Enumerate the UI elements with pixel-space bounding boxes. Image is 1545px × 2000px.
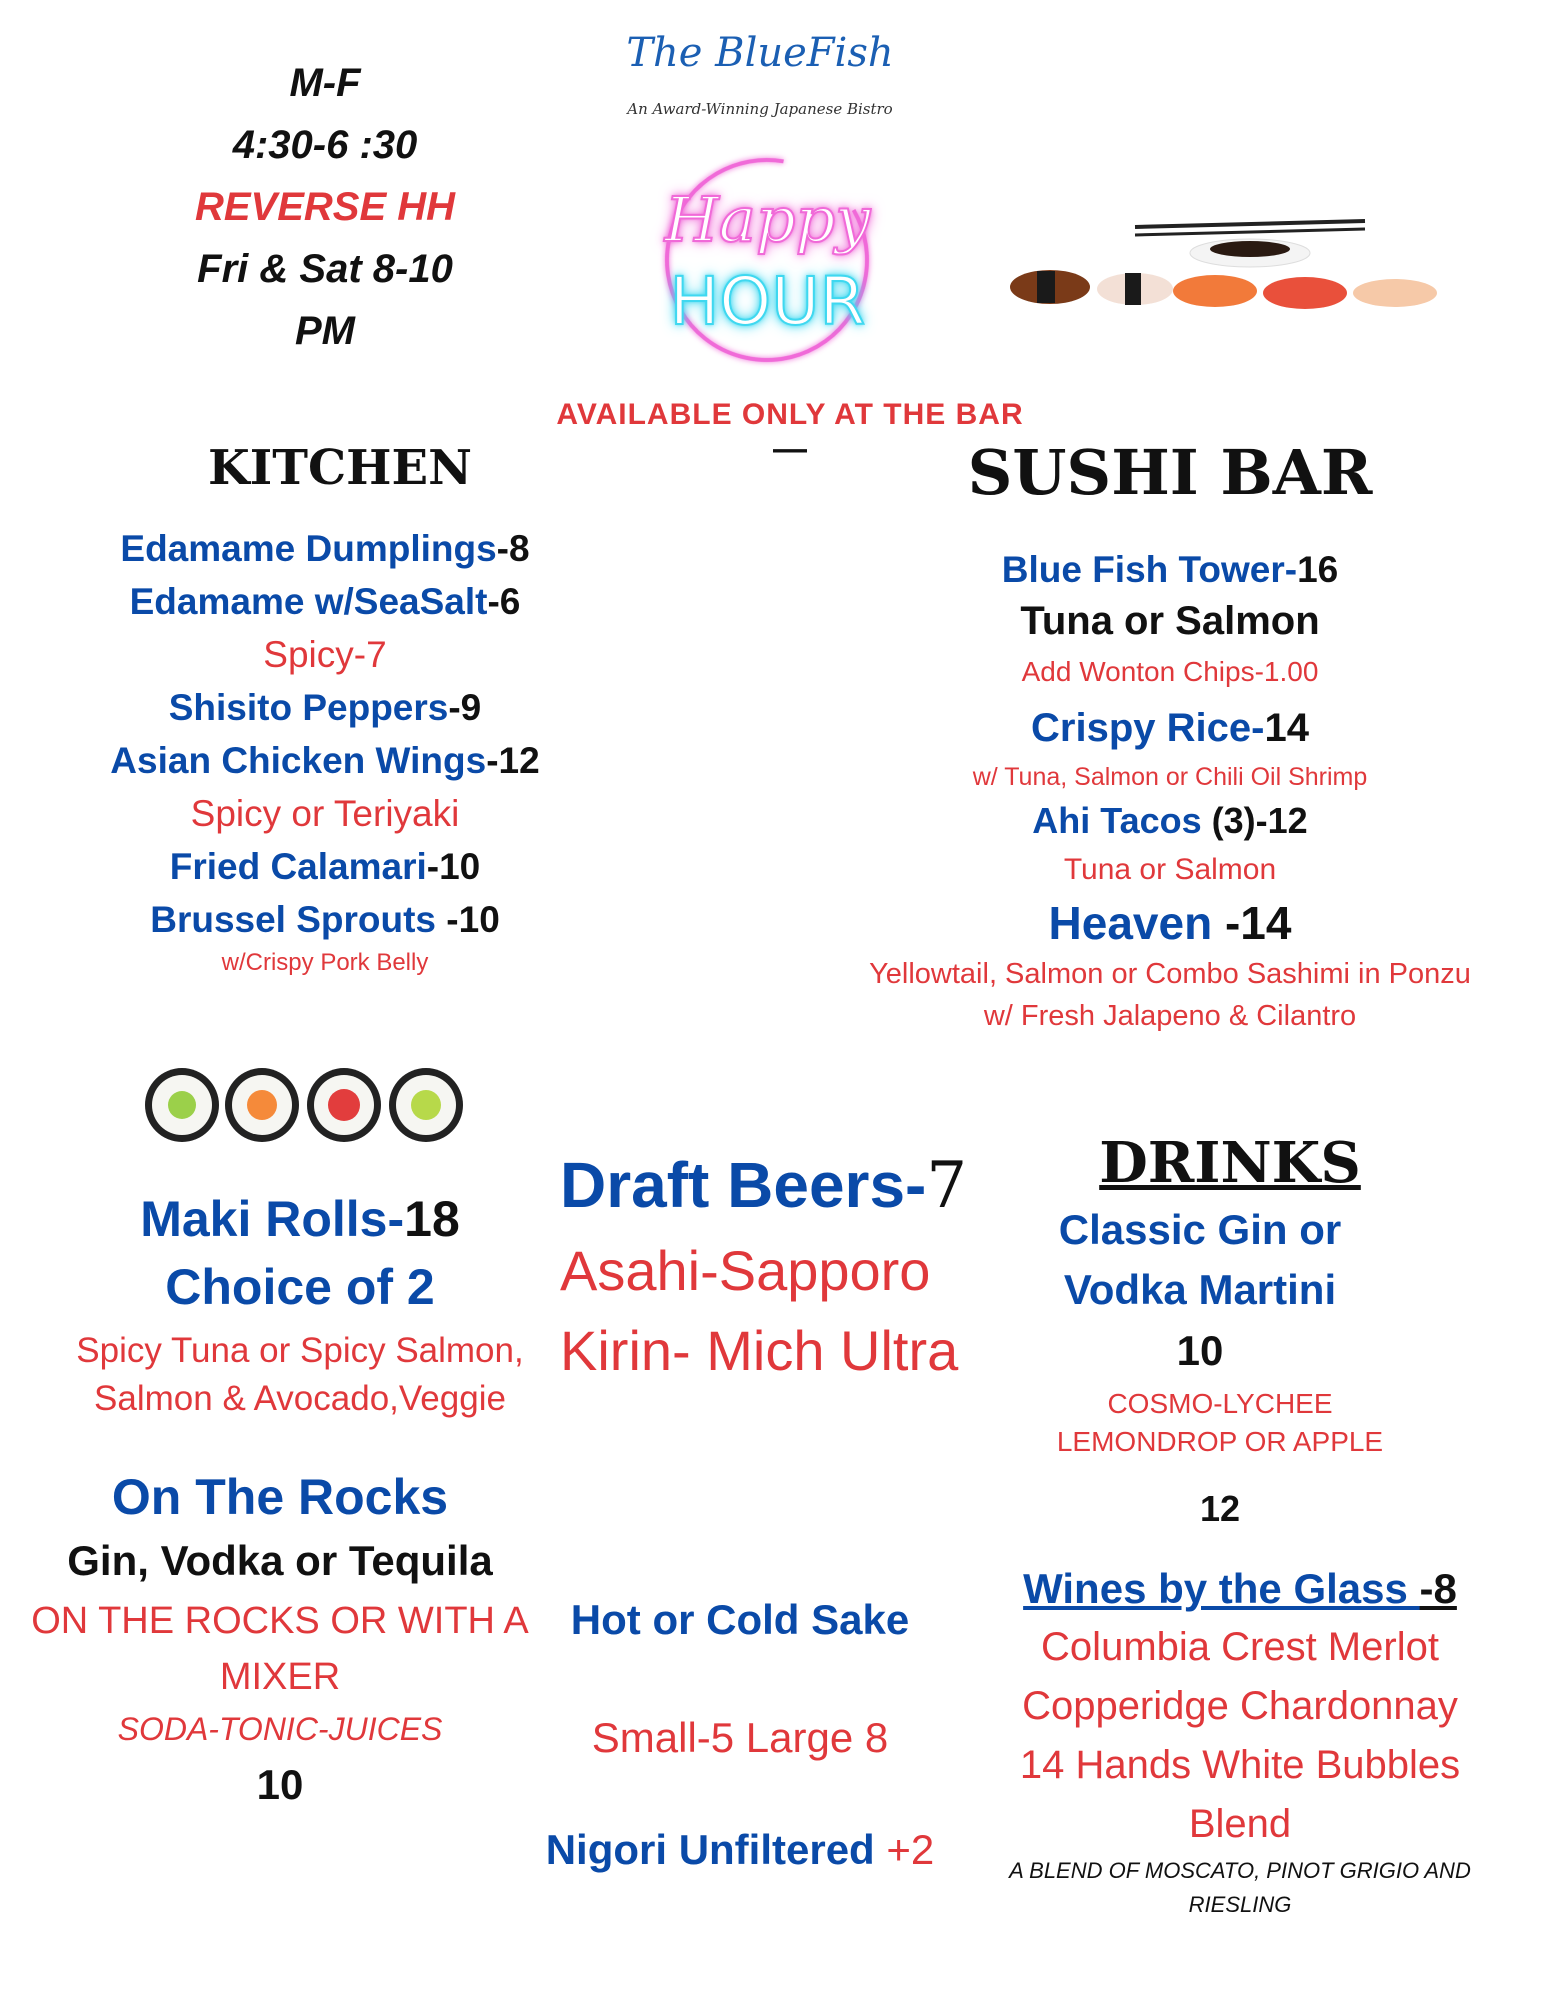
beer-title bbox=[560, 1140, 1020, 1231]
hours-reverse-pm: PM bbox=[295, 309, 355, 353]
sushi-platter-image bbox=[1005, 215, 1455, 315]
item-name: Draft Beers- bbox=[560, 1149, 927, 1221]
rocks-sub: Gin, Vodka or Tequila bbox=[67, 1537, 493, 1584]
rocks-mixers: SODA-TONIC-JUICES bbox=[117, 1711, 443, 1747]
menu-item-crispy-rice bbox=[830, 697, 1510, 759]
martini-line-2: Vodka Martini bbox=[1063, 1266, 1337, 1313]
item-name: Maki Rolls- bbox=[140, 1191, 405, 1247]
maki-choice: Choice of 2 bbox=[165, 1259, 435, 1315]
beer-line-2: Kirin- Mich Ultra bbox=[560, 1319, 959, 1382]
hours-reverse-days: Fri & Sat 8-10 bbox=[197, 247, 453, 291]
item-name: Shisito Peppers bbox=[168, 687, 449, 728]
tower-sub: Tuna or Salmon bbox=[1020, 599, 1320, 643]
sushi-menu bbox=[830, 545, 1510, 1037]
heaven-note-1: Yellowtail, Salmon or Combo Sashimi in Ponzu bbox=[869, 958, 1471, 990]
maki-rolls-image bbox=[140, 1060, 470, 1150]
maki-note-2: Salmon & Avocado,Veggie bbox=[94, 1379, 506, 1418]
brand-logo: The BlueFish bbox=[626, 30, 894, 76]
menu-item-shisito-peppers bbox=[60, 681, 590, 734]
wine-blend-note-1: A BLEND OF MOSCATO, PINOT GRIGIO AND bbox=[1009, 1858, 1471, 1883]
maki-note-1: Spicy Tuna or Spicy Salmon, bbox=[76, 1331, 524, 1370]
sake-nigori bbox=[510, 1820, 970, 1880]
hours-weekday: M-F bbox=[289, 61, 361, 105]
brand-tagline: An Award-Winning Japanese Bistro bbox=[627, 100, 893, 118]
drinks-section bbox=[980, 1200, 1420, 1382]
item-name: Nigori Unfiltered bbox=[545, 1826, 875, 1873]
item-price: 7 bbox=[926, 1149, 968, 1223]
item-price: -8 bbox=[496, 528, 530, 569]
menu-item-fried-calamari bbox=[60, 840, 590, 893]
wine-item: 14 Hands White Bubbles bbox=[1019, 1743, 1461, 1787]
sushi-bar-heading: SUSHI BAR bbox=[967, 436, 1373, 509]
wines-price: -8 bbox=[1419, 1565, 1457, 1612]
hours-reverse: REVERSE HH bbox=[194, 185, 456, 229]
rocks-price: 10 bbox=[256, 1761, 304, 1808]
sprouts-note: w/Crispy Pork Belly bbox=[221, 949, 429, 976]
item-price: -10 bbox=[446, 899, 500, 940]
sake-heading: Hot or Cold Sake bbox=[570, 1596, 910, 1643]
bar-only-notice: AVAILABLE ONLY AT THE BAR bbox=[556, 398, 1024, 431]
wine-item: Columbia Crest Merlot bbox=[1041, 1625, 1439, 1669]
kitchen-menu bbox=[60, 522, 590, 980]
menu-item-heaven bbox=[830, 893, 1510, 953]
heaven-note-2: w/ Fresh Jalapeno & Cilantro bbox=[983, 1000, 1357, 1032]
menu-item-edamame-dumplings bbox=[60, 522, 590, 575]
wings-note: Spicy or Teriyaki bbox=[190, 793, 460, 834]
item-price: 18 bbox=[404, 1191, 460, 1247]
cosmo-line-2: LEMONDROP OR APPLE bbox=[1056, 1426, 1384, 1457]
rice-note: w/ Tuna, Salmon or Chili Oil Shrimp bbox=[972, 763, 1368, 791]
wines-heading-line bbox=[1000, 1560, 1480, 1618]
cosmo-section bbox=[1000, 1385, 1440, 1535]
item-name: Ahi Tacos bbox=[1032, 800, 1202, 841]
maki-title bbox=[30, 1185, 570, 1253]
item-price: 14 bbox=[1264, 706, 1309, 750]
item-price: -12 bbox=[486, 740, 540, 781]
sake-sizes: Small-5 Large 8 bbox=[591, 1714, 889, 1761]
martini-line-1: Classic Gin or bbox=[1058, 1206, 1342, 1253]
sushi-platter-drawing bbox=[1005, 215, 1455, 315]
cosmo-price: 12 bbox=[1199, 1488, 1241, 1529]
beer-section bbox=[560, 1140, 1020, 1391]
item-name: Fried Calamari bbox=[169, 846, 427, 887]
item-name: Brussel Sprouts bbox=[150, 899, 447, 940]
menu-item-chicken-wings bbox=[60, 734, 590, 787]
wines-section bbox=[1000, 1560, 1480, 1922]
maki-section bbox=[30, 1185, 570, 1423]
item-name: Crispy Rice- bbox=[1031, 706, 1265, 750]
kitchen-heading: KITCHEN bbox=[208, 440, 472, 496]
separator-dash: — bbox=[773, 430, 807, 468]
item-price: -9 bbox=[448, 687, 482, 728]
maki-rolls-drawing bbox=[140, 1060, 470, 1150]
menu-item-edamame-seasalt bbox=[60, 575, 590, 628]
tower-note: Add Wonton Chips-1.00 bbox=[1021, 656, 1319, 687]
beer-line-1: Asahi-Sapporo bbox=[560, 1239, 931, 1302]
hours-weekday-time: 4:30-6 :30 bbox=[232, 123, 418, 167]
happy-text: Happy bbox=[664, 183, 871, 256]
neon-ring bbox=[655, 125, 880, 395]
wine-blend-note-2: RIESLING bbox=[1188, 1892, 1292, 1917]
happy-hour-sign bbox=[655, 125, 880, 395]
item-name: Edamame w/SeaSalt bbox=[129, 581, 488, 622]
hours-block bbox=[130, 52, 520, 362]
menu-item-blue-fish-tower bbox=[830, 545, 1510, 595]
item-price: -14 bbox=[1212, 897, 1292, 949]
item-price: -6 bbox=[487, 581, 521, 622]
rocks-note-2: MIXER bbox=[219, 1656, 341, 1698]
cosmo-line-1: COSMO-LYCHEE bbox=[1107, 1388, 1333, 1419]
rocks-note-1: ON THE ROCKS OR WITH A bbox=[31, 1600, 529, 1642]
item-name: Asian Chicken Wings bbox=[110, 740, 487, 781]
item-price: (3)-12 bbox=[1201, 800, 1308, 841]
item-price: +2 bbox=[874, 1826, 935, 1873]
rocks-heading: On The Rocks bbox=[111, 1469, 449, 1525]
item-price: -10 bbox=[426, 846, 481, 887]
wines-heading: Wines by the Glass bbox=[1023, 1565, 1420, 1612]
tacos-note: Tuna or Salmon bbox=[1063, 853, 1277, 886]
item-price: 16 bbox=[1297, 549, 1339, 590]
menu-item-ahi-tacos bbox=[830, 795, 1510, 847]
sake-section bbox=[510, 1590, 970, 1880]
edamame-spicy-note: Spicy-7 bbox=[263, 634, 387, 675]
rocks-section bbox=[20, 1465, 540, 1817]
drinks-heading: DRINKS bbox=[1099, 1130, 1361, 1196]
wine-item: Blend bbox=[1188, 1802, 1292, 1846]
item-name: Blue Fish Tower- bbox=[1001, 549, 1298, 590]
hour-text: HOUR bbox=[669, 263, 866, 340]
item-name: Heaven bbox=[1048, 897, 1213, 949]
martini-price: 10 bbox=[1176, 1327, 1224, 1374]
item-name: Edamame Dumplings bbox=[120, 528, 497, 569]
wine-item: Copperidge Chardonnay bbox=[1022, 1684, 1458, 1728]
menu-item-brussel-sprouts bbox=[60, 893, 590, 946]
